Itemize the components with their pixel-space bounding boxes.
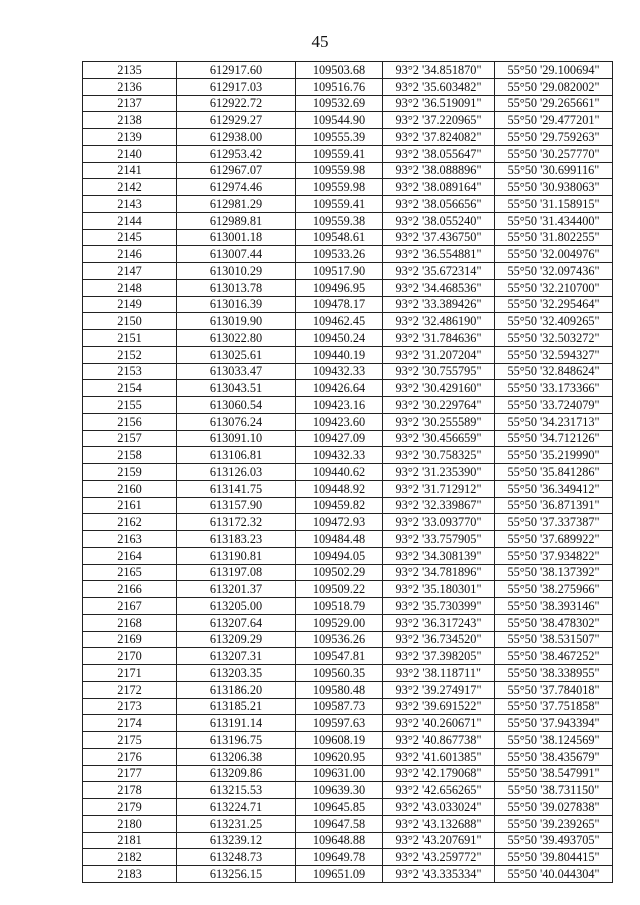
table-row [83, 145, 613, 162]
longitude-cell: 93°2 '34.781896" [383, 564, 495, 581]
point-number-cell: 2162 [83, 514, 177, 531]
x-coordinate-cell: 613172.32 [177, 514, 296, 531]
y-coordinate-cell: 109559.98 [296, 162, 383, 179]
x-coordinate-cell: 613209.29 [177, 631, 296, 648]
y-coordinate-cell: 109450.24 [296, 330, 383, 347]
y-coordinate-cell: 109423.60 [296, 413, 383, 430]
point-number-cell: 2164 [83, 547, 177, 564]
table-row [83, 129, 613, 146]
page-number: 45 [311, 32, 329, 51]
table-row [83, 229, 613, 246]
latitude-cell: 55°50 '31.802255" [495, 229, 613, 246]
longitude-cell: 93°2 '37.220965" [383, 112, 495, 129]
x-coordinate-cell: 612929.27 [177, 112, 296, 129]
table-row [83, 782, 613, 799]
latitude-cell: 55°50 '32.409265" [495, 313, 613, 330]
x-coordinate-cell: 612967.07 [177, 162, 296, 179]
latitude-cell: 55°50 '37.751858" [495, 698, 613, 715]
point-number-cell: 2166 [83, 581, 177, 598]
y-coordinate-cell: 109587.73 [296, 698, 383, 715]
x-coordinate-cell: 613196.75 [177, 732, 296, 749]
x-coordinate-cell: 613207.31 [177, 648, 296, 665]
x-coordinate-cell: 612953.42 [177, 145, 296, 162]
longitude-cell: 93°2 '30.456659" [383, 430, 495, 447]
longitude-cell: 93°2 '37.398205" [383, 648, 495, 665]
point-number-cell: 2181 [83, 832, 177, 849]
latitude-cell: 55°50 '38.275966" [495, 581, 613, 598]
table-row [83, 681, 613, 698]
y-coordinate-cell: 109649.78 [296, 849, 383, 866]
point-number-cell: 2172 [83, 681, 177, 698]
table-row [83, 832, 613, 849]
y-coordinate-cell: 109620.95 [296, 748, 383, 765]
latitude-cell: 55°50 '38.478302" [495, 614, 613, 631]
x-coordinate-cell: 613010.29 [177, 263, 296, 280]
y-coordinate-cell: 109496.95 [296, 279, 383, 296]
y-coordinate-cell: 109509.22 [296, 581, 383, 598]
longitude-cell: 93°2 '31.207204" [383, 346, 495, 363]
longitude-cell: 93°2 '37.436750" [383, 229, 495, 246]
x-coordinate-cell: 613001.18 [177, 229, 296, 246]
x-coordinate-cell: 613215.53 [177, 782, 296, 799]
longitude-cell: 93°2 '33.093770" [383, 514, 495, 531]
latitude-cell: 55°50 '37.784018" [495, 681, 613, 698]
table-row [83, 95, 613, 112]
latitude-cell: 55°50 '39.027838" [495, 799, 613, 816]
coordinates-table-body [83, 62, 613, 883]
longitude-cell: 93°2 '41.601385" [383, 748, 495, 765]
longitude-cell: 93°2 '36.519091" [383, 95, 495, 112]
longitude-cell: 93°2 '42.179068" [383, 765, 495, 782]
table-row [83, 162, 613, 179]
x-coordinate-cell: 613157.90 [177, 497, 296, 514]
y-coordinate-cell: 109503.68 [296, 62, 383, 79]
point-number-cell: 2167 [83, 598, 177, 615]
latitude-cell: 55°50 '32.848624" [495, 363, 613, 380]
table-row [83, 447, 613, 464]
x-coordinate-cell: 613043.51 [177, 380, 296, 397]
y-coordinate-cell: 109494.05 [296, 547, 383, 564]
point-number-cell: 2168 [83, 614, 177, 631]
y-coordinate-cell: 109647.58 [296, 815, 383, 832]
table-row [83, 346, 613, 363]
y-coordinate-cell: 109440.19 [296, 346, 383, 363]
point-number-cell: 2144 [83, 212, 177, 229]
table-row [83, 866, 613, 883]
table-row [83, 815, 613, 832]
point-number-cell: 2158 [83, 447, 177, 464]
table-row [83, 732, 613, 749]
point-number-cell: 2173 [83, 698, 177, 715]
longitude-cell: 93°2 '31.712912" [383, 480, 495, 497]
longitude-cell: 93°2 '33.389426" [383, 296, 495, 313]
latitude-cell: 55°50 '38.531507" [495, 631, 613, 648]
table-row [83, 430, 613, 447]
point-number-cell: 2165 [83, 564, 177, 581]
longitude-cell: 93°2 '32.486190" [383, 313, 495, 330]
y-coordinate-cell: 109555.39 [296, 129, 383, 146]
latitude-cell: 55°50 '34.712126" [495, 430, 613, 447]
y-coordinate-cell: 109559.98 [296, 179, 383, 196]
longitude-cell: 93°2 '43.132688" [383, 815, 495, 832]
y-coordinate-cell: 109580.48 [296, 681, 383, 698]
latitude-cell: 55°50 '32.503272" [495, 330, 613, 347]
longitude-cell: 93°2 '34.468536" [383, 279, 495, 296]
point-number-cell: 2143 [83, 196, 177, 213]
longitude-cell: 93°2 '43.335334" [383, 866, 495, 883]
longitude-cell: 93°2 '35.730399" [383, 598, 495, 615]
x-coordinate-cell: 613239.12 [177, 832, 296, 849]
y-coordinate-cell: 109560.35 [296, 665, 383, 682]
latitude-cell: 55°50 '32.210700" [495, 279, 613, 296]
latitude-cell: 55°50 '33.173366" [495, 380, 613, 397]
x-coordinate-cell: 613013.78 [177, 279, 296, 296]
x-coordinate-cell: 612938.00 [177, 129, 296, 146]
x-coordinate-cell: 613224.71 [177, 799, 296, 816]
latitude-cell: 55°50 '38.338955" [495, 665, 613, 682]
table-row [83, 849, 613, 866]
longitude-cell: 93°2 '42.656265" [383, 782, 495, 799]
x-coordinate-cell: 613183.23 [177, 531, 296, 548]
table-row [83, 564, 613, 581]
x-coordinate-cell: 613185.21 [177, 698, 296, 715]
point-number-cell: 2154 [83, 380, 177, 397]
point-number-cell: 2147 [83, 263, 177, 280]
point-number-cell: 2182 [83, 849, 177, 866]
y-coordinate-cell: 109502.29 [296, 564, 383, 581]
point-number-cell: 2169 [83, 631, 177, 648]
longitude-cell: 93°2 '38.089164" [383, 179, 495, 196]
table-row [83, 799, 613, 816]
latitude-cell: 55°50 '31.158915" [495, 196, 613, 213]
longitude-cell: 93°2 '43.259772" [383, 849, 495, 866]
y-coordinate-cell: 109544.90 [296, 112, 383, 129]
longitude-cell: 93°2 '38.055647" [383, 145, 495, 162]
latitude-cell: 55°50 '31.434400" [495, 212, 613, 229]
latitude-cell: 55°50 '29.759263" [495, 129, 613, 146]
point-number-cell: 2150 [83, 313, 177, 330]
longitude-cell: 93°2 '31.235390" [383, 464, 495, 481]
latitude-cell: 55°50 '33.724079" [495, 397, 613, 414]
latitude-cell: 55°50 '30.257770" [495, 145, 613, 162]
point-number-cell: 2141 [83, 162, 177, 179]
x-coordinate-cell: 613007.44 [177, 246, 296, 263]
y-coordinate-cell: 109639.30 [296, 782, 383, 799]
latitude-cell: 55°50 '36.349412" [495, 480, 613, 497]
y-coordinate-cell: 109536.26 [296, 631, 383, 648]
y-coordinate-cell: 109423.16 [296, 397, 383, 414]
y-coordinate-cell: 109651.09 [296, 866, 383, 883]
longitude-cell: 93°2 '30.229764" [383, 397, 495, 414]
point-number-cell: 2161 [83, 497, 177, 514]
y-coordinate-cell: 109547.81 [296, 648, 383, 665]
y-coordinate-cell: 109432.33 [296, 447, 383, 464]
x-coordinate-cell: 613019.90 [177, 313, 296, 330]
table-row [83, 631, 613, 648]
x-coordinate-cell: 613203.35 [177, 665, 296, 682]
point-number-cell: 2142 [83, 179, 177, 196]
point-number-cell: 2146 [83, 246, 177, 263]
y-coordinate-cell: 109427.09 [296, 430, 383, 447]
y-coordinate-cell: 109472.93 [296, 514, 383, 531]
x-coordinate-cell: 612922.72 [177, 95, 296, 112]
point-number-cell: 2139 [83, 129, 177, 146]
table-row [83, 363, 613, 380]
table-row [83, 715, 613, 732]
table-row [83, 598, 613, 615]
x-coordinate-cell: 613191.14 [177, 715, 296, 732]
latitude-cell: 55°50 '38.467252" [495, 648, 613, 665]
coordinates-table [82, 61, 613, 883]
longitude-cell: 93°2 '35.603482" [383, 78, 495, 95]
x-coordinate-cell: 613248.73 [177, 849, 296, 866]
latitude-cell: 55°50 '29.265661" [495, 95, 613, 112]
point-number-cell: 2179 [83, 799, 177, 816]
longitude-cell: 93°2 '30.255589" [383, 413, 495, 430]
longitude-cell: 93°2 '39.691522" [383, 698, 495, 715]
point-number-cell: 2180 [83, 815, 177, 832]
x-coordinate-cell: 613091.10 [177, 430, 296, 447]
point-number-cell: 2171 [83, 665, 177, 682]
point-number-cell: 2183 [83, 866, 177, 883]
table-row [83, 279, 613, 296]
point-number-cell: 2145 [83, 229, 177, 246]
point-number-cell: 2159 [83, 464, 177, 481]
point-number-cell: 2163 [83, 531, 177, 548]
table-row [83, 648, 613, 665]
x-coordinate-cell: 613141.75 [177, 480, 296, 497]
point-number-cell: 2137 [83, 95, 177, 112]
x-coordinate-cell: 612989.81 [177, 212, 296, 229]
longitude-cell: 93°2 '36.317243" [383, 614, 495, 631]
latitude-cell: 55°50 '38.124569" [495, 732, 613, 749]
x-coordinate-cell: 613076.24 [177, 413, 296, 430]
table-row [83, 464, 613, 481]
y-coordinate-cell: 109597.63 [296, 715, 383, 732]
latitude-cell: 55°50 '38.137392" [495, 564, 613, 581]
longitude-cell: 93°2 '32.339867" [383, 497, 495, 514]
y-coordinate-cell: 109459.82 [296, 497, 383, 514]
longitude-cell: 93°2 '30.429160" [383, 380, 495, 397]
table-row [83, 380, 613, 397]
table-row [83, 514, 613, 531]
x-coordinate-cell: 612981.29 [177, 196, 296, 213]
y-coordinate-cell: 109548.61 [296, 229, 383, 246]
table-row [83, 330, 613, 347]
x-coordinate-cell: 613186.20 [177, 681, 296, 698]
x-coordinate-cell: 613206.38 [177, 748, 296, 765]
longitude-cell: 93°2 '43.207691" [383, 832, 495, 849]
table-row [83, 179, 613, 196]
point-number-cell: 2135 [83, 62, 177, 79]
table-row [83, 665, 613, 682]
latitude-cell: 55°50 '29.082002" [495, 78, 613, 95]
y-coordinate-cell: 109484.48 [296, 531, 383, 548]
latitude-cell: 55°50 '34.231713" [495, 413, 613, 430]
x-coordinate-cell: 613197.08 [177, 564, 296, 581]
longitude-cell: 93°2 '40.867738" [383, 732, 495, 749]
point-number-cell: 2140 [83, 145, 177, 162]
latitude-cell: 55°50 '37.934822" [495, 547, 613, 564]
latitude-cell: 55°50 '29.477201" [495, 112, 613, 129]
point-number-cell: 2151 [83, 330, 177, 347]
longitude-cell: 93°2 '40.260671" [383, 715, 495, 732]
table-row [83, 62, 613, 79]
longitude-cell: 93°2 '30.758325" [383, 447, 495, 464]
table-row [83, 196, 613, 213]
latitude-cell: 55°50 '37.337387" [495, 514, 613, 531]
y-coordinate-cell: 109516.76 [296, 78, 383, 95]
latitude-cell: 55°50 '32.594327" [495, 346, 613, 363]
latitude-cell: 55°50 '38.393146" [495, 598, 613, 615]
y-coordinate-cell: 109462.45 [296, 313, 383, 330]
x-coordinate-cell: 613022.80 [177, 330, 296, 347]
longitude-cell: 93°2 '38.055240" [383, 212, 495, 229]
y-coordinate-cell: 109440.62 [296, 464, 383, 481]
longitude-cell: 93°2 '35.672314" [383, 263, 495, 280]
y-coordinate-cell: 109559.38 [296, 212, 383, 229]
point-number-cell: 2160 [83, 480, 177, 497]
point-number-cell: 2156 [83, 413, 177, 430]
x-coordinate-cell: 613231.25 [177, 815, 296, 832]
table-row [83, 112, 613, 129]
y-coordinate-cell: 109517.90 [296, 263, 383, 280]
point-number-cell: 2176 [83, 748, 177, 765]
y-coordinate-cell: 109533.26 [296, 246, 383, 263]
longitude-cell: 93°2 '31.784636" [383, 330, 495, 347]
point-number-cell: 2152 [83, 346, 177, 363]
latitude-cell: 55°50 '35.219990" [495, 447, 613, 464]
y-coordinate-cell: 109532.69 [296, 95, 383, 112]
x-coordinate-cell: 613016.39 [177, 296, 296, 313]
table-row [83, 263, 613, 280]
point-number-cell: 2148 [83, 279, 177, 296]
y-coordinate-cell: 109608.19 [296, 732, 383, 749]
point-number-cell: 2175 [83, 732, 177, 749]
latitude-cell: 55°50 '32.004976" [495, 246, 613, 263]
point-number-cell: 2178 [83, 782, 177, 799]
longitude-cell: 93°2 '38.118711" [383, 665, 495, 682]
point-number-cell: 2157 [83, 430, 177, 447]
point-number-cell: 2174 [83, 715, 177, 732]
longitude-cell: 93°2 '36.734520" [383, 631, 495, 648]
latitude-cell: 55°50 '39.493705" [495, 832, 613, 849]
longitude-cell: 93°2 '38.088896" [383, 162, 495, 179]
x-coordinate-cell: 613106.81 [177, 447, 296, 464]
longitude-cell: 93°2 '43.033024" [383, 799, 495, 816]
latitude-cell: 55°50 '32.097436" [495, 263, 613, 280]
table-row [83, 765, 613, 782]
point-number-cell: 2149 [83, 296, 177, 313]
latitude-cell: 55°50 '29.100694" [495, 62, 613, 79]
y-coordinate-cell: 109559.41 [296, 196, 383, 213]
y-coordinate-cell: 109648.88 [296, 832, 383, 849]
table-row [83, 748, 613, 765]
latitude-cell: 55°50 '37.689922" [495, 531, 613, 548]
longitude-cell: 93°2 '30.755795" [383, 363, 495, 380]
longitude-cell: 93°2 '34.851870" [383, 62, 495, 79]
longitude-cell: 93°2 '39.274917" [383, 681, 495, 698]
y-coordinate-cell: 109645.85 [296, 799, 383, 816]
x-coordinate-cell: 613205.00 [177, 598, 296, 615]
table-row [83, 397, 613, 414]
x-coordinate-cell: 612917.60 [177, 62, 296, 79]
y-coordinate-cell: 109631.00 [296, 765, 383, 782]
latitude-cell: 55°50 '40.044304" [495, 866, 613, 883]
x-coordinate-cell: 613126.03 [177, 464, 296, 481]
x-coordinate-cell: 613256.15 [177, 866, 296, 883]
table-row [83, 313, 613, 330]
table-row [83, 614, 613, 631]
longitude-cell: 93°2 '37.824082" [383, 129, 495, 146]
point-number-cell: 2136 [83, 78, 177, 95]
x-coordinate-cell: 613190.81 [177, 547, 296, 564]
point-number-cell: 2170 [83, 648, 177, 665]
point-number-cell: 2155 [83, 397, 177, 414]
latitude-cell: 55°50 '30.699116" [495, 162, 613, 179]
x-coordinate-cell: 613209.86 [177, 765, 296, 782]
y-coordinate-cell: 109478.17 [296, 296, 383, 313]
x-coordinate-cell: 613060.54 [177, 397, 296, 414]
x-coordinate-cell: 613025.61 [177, 346, 296, 363]
y-coordinate-cell: 109518.79 [296, 598, 383, 615]
x-coordinate-cell: 612974.46 [177, 179, 296, 196]
table-row [83, 497, 613, 514]
point-number-cell: 2177 [83, 765, 177, 782]
table-row [83, 296, 613, 313]
y-coordinate-cell: 109529.00 [296, 614, 383, 631]
latitude-cell: 55°50 '38.731150" [495, 782, 613, 799]
latitude-cell: 55°50 '36.871391" [495, 497, 613, 514]
table-row [83, 698, 613, 715]
longitude-cell: 93°2 '33.757905" [383, 531, 495, 548]
table-row [83, 246, 613, 263]
latitude-cell: 55°50 '39.239265" [495, 815, 613, 832]
point-number-cell: 2138 [83, 112, 177, 129]
x-coordinate-cell: 613207.64 [177, 614, 296, 631]
latitude-cell: 55°50 '39.804415" [495, 849, 613, 866]
latitude-cell: 55°50 '38.547991" [495, 765, 613, 782]
table-row [83, 480, 613, 497]
table-row [83, 547, 613, 564]
longitude-cell: 93°2 '35.180301" [383, 581, 495, 598]
y-coordinate-cell: 109448.92 [296, 480, 383, 497]
latitude-cell: 55°50 '38.435679" [495, 748, 613, 765]
latitude-cell: 55°50 '37.943394" [495, 715, 613, 732]
table-row [83, 78, 613, 95]
longitude-cell: 93°2 '36.554881" [383, 246, 495, 263]
x-coordinate-cell: 612917.03 [177, 78, 296, 95]
table-row [83, 413, 613, 430]
point-number-cell: 2153 [83, 363, 177, 380]
table-row [83, 581, 613, 598]
x-coordinate-cell: 613033.47 [177, 363, 296, 380]
longitude-cell: 93°2 '34.308139" [383, 547, 495, 564]
x-coordinate-cell: 613201.37 [177, 581, 296, 598]
table-row [83, 212, 613, 229]
y-coordinate-cell: 109426.64 [296, 380, 383, 397]
y-coordinate-cell: 109559.41 [296, 145, 383, 162]
longitude-cell: 93°2 '38.056656" [383, 196, 495, 213]
latitude-cell: 55°50 '30.938063" [495, 179, 613, 196]
table-row [83, 531, 613, 548]
latitude-cell: 55°50 '35.841286" [495, 464, 613, 481]
y-coordinate-cell: 109432.33 [296, 363, 383, 380]
latitude-cell: 55°50 '32.295464" [495, 296, 613, 313]
